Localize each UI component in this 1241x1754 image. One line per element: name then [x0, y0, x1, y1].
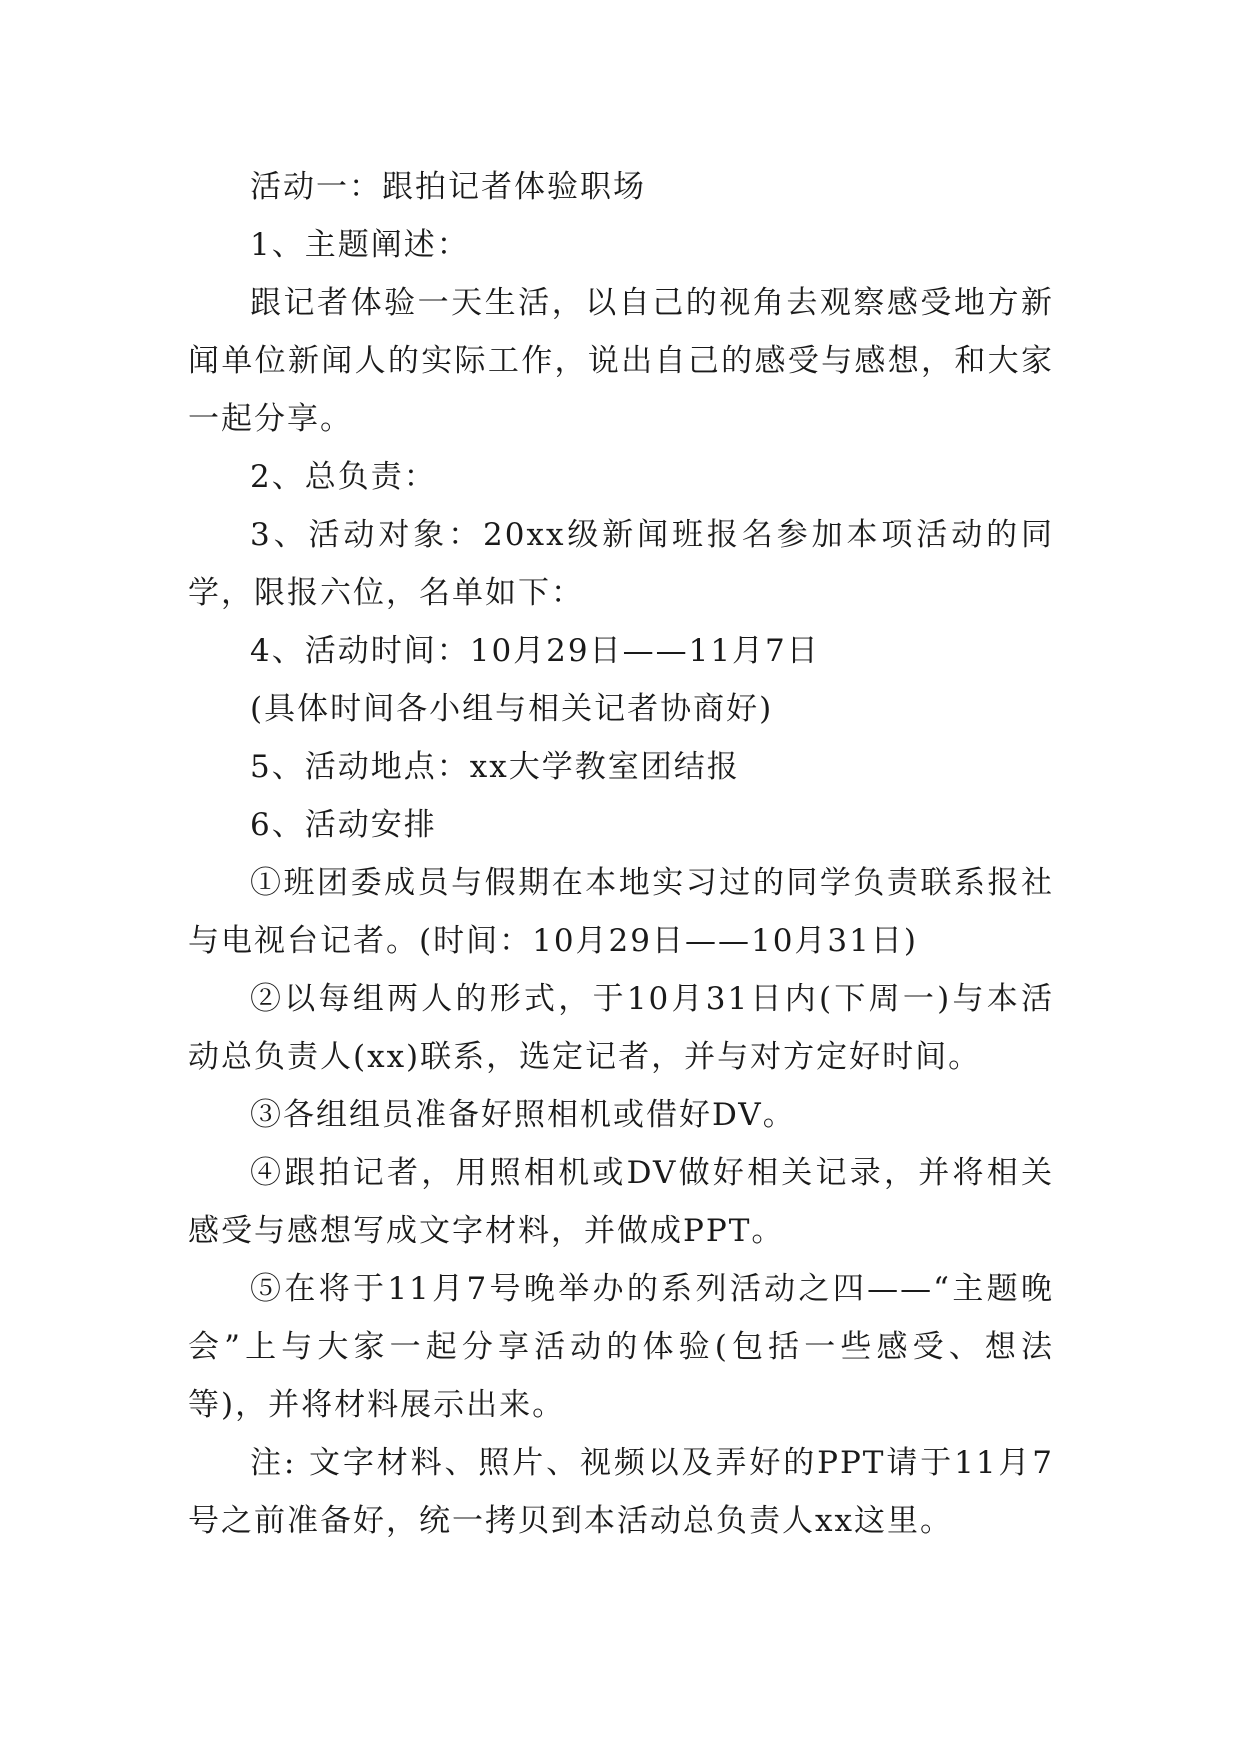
time-note: (具体时间各小组与相关记者协商好) [250, 691, 774, 727]
section-lead: 2、总负责： [250, 459, 437, 495]
arrangement-step-3: ③各组组员准备好照相机或借好DV。 [250, 1097, 796, 1133]
document-body [188, 158, 1054, 1550]
theme-description: 跟记者体验一天生活，以自己的视角去观察感受地方新闻单位新闻人的实际工作，说出自己的感受与感想，和大家一起分享。 [188, 285, 1054, 437]
section-participants: 3、活动对象：20xx级新闻班报名参加本项活动的同学，限报六位，名单如下： [188, 517, 1054, 611]
section-time: 4、活动时间：10月29日——11月7日 [250, 633, 820, 669]
section-location: 5、活动地点：xx大学教室团结报 [250, 749, 740, 785]
arrangement-step-4: ④跟拍记者，用照相机或DV做好相关记录，并将相关感受与感想写成文字材料，并做成PPT。 [188, 1155, 1054, 1249]
closing-note: 注: 文字材料、照片、视频以及弄好的PPT请于11月7号之前准备好，统一拷贝到本活动总负责人xx这里。 [188, 1445, 1054, 1539]
section-theme-heading: 1、主题阐述： [250, 227, 470, 263]
activity-title: 活动一：跟拍记者体验职场 [250, 169, 646, 205]
section-arrangement: 6、活动安排 [250, 807, 437, 843]
arrangement-step-5: ⑤在将于11月7号晚举办的系列活动之四——“主题晚会”上与大家一起分享活动的体验(包括一些感受、想法等)，并将材料展示出来。 [188, 1271, 1054, 1423]
arrangement-step-1: ①班团委成员与假期在本地实习过的同学负责联系报社与电视台记者。(时间：10月29日——10月31日) [188, 865, 1054, 959]
arrangement-step-2: ②以每组两人的形式，于10月31日内(下周一)与本活动总负责人(xx)联系，选定记者，并与对方定好时间。 [188, 981, 1054, 1075]
